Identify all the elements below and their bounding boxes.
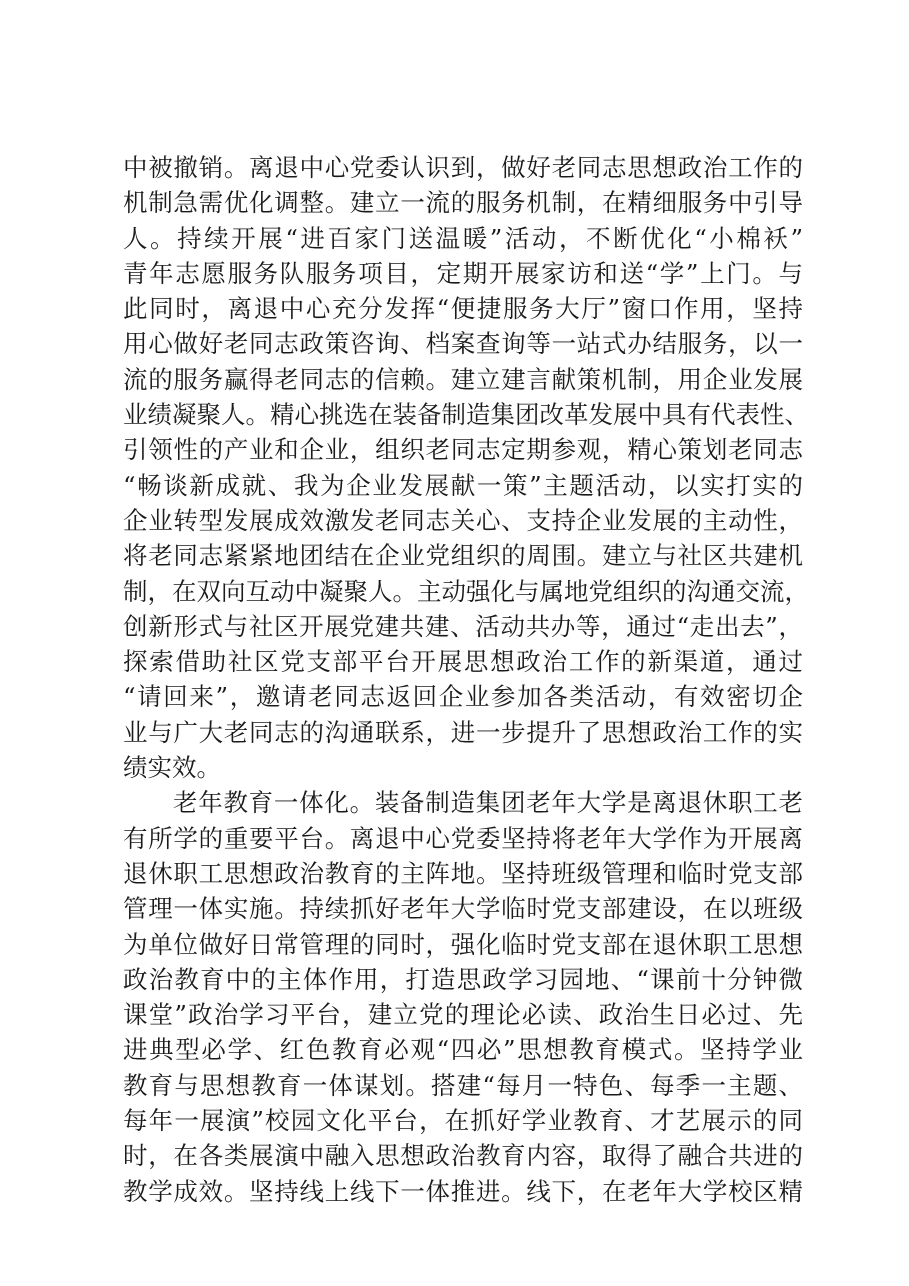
text-line: 制，在双向互动中凝聚人。主动强化与属地党组织的沟通交流， [123, 576, 809, 606]
text-line: 探索借助社区党支部平台开展思想政治工作的新渠道，通过 [123, 647, 803, 677]
text-line: 用心做好老同志政策咨询、档案查询等一站式办结服务，以一 [123, 329, 803, 359]
text-line: 管理一体实施。持续抓好老年大学临时党支部建设，在以班级 [123, 894, 803, 924]
text-line: 将老同志紧紧地团结在企业党组织的周围。建立与社区共建机 [123, 541, 803, 571]
text-line: 退休职工思想政治教育的主阵地。坚持班级管理和临时党支部 [123, 858, 803, 888]
text-line: 教育与思想教育一体谋划。搭建“每月一特色、每季一主题、 [123, 1070, 803, 1100]
text-line: 机制急需优化调整。建立一流的服务机制，在精细服务中引导 [123, 188, 803, 218]
text-line: 每年一展演”校园文化平台，在抓好学业教育、才艺展示的同 [123, 1106, 803, 1136]
text-line: 进典型必学、红色教育必观“四必”思想教育模式。坚持学业 [123, 1035, 803, 1065]
text-line: “畅谈新成就、我为企业发展献一策”主题活动，以实打实的 [123, 470, 803, 500]
text-line: 课堂”政治学习平台，建立党的理论必读、政治生日必过、先 [123, 1000, 803, 1030]
paragraph-elderly-education [123, 785, 803, 1209]
text-line: 绩实效。 [123, 753, 221, 783]
paragraph-service-mechanism [123, 150, 809, 785]
text-line: 教学成效。坚持线上线下一体推进。线下，在老年大学校区精 [123, 1176, 803, 1206]
text-line: 此同时，离退中心充分发挥“便捷服务大厅”窗口作用，坚持 [123, 294, 803, 324]
text-line: 创新形式与社区开展党建共建、活动共办等，通过“走出去”， [123, 611, 803, 641]
text-line: 为单位做好日常管理的同时，强化临时党支部在退休职工思想 [123, 929, 803, 959]
text-line: 引领性的产业和企业，组织老同志定期参观，精心策划老同志 [123, 435, 803, 465]
text-line: 有所学的重要平台。离退中心党委坚持将老年大学作为开展离 [123, 823, 803, 853]
text-line: 人。持续开展“进百家门送温暖”活动，不断优化“小棉袄” [123, 223, 803, 253]
text-line: 政治教育中的主体作用，打造思政学习园地、“课前十分钟微 [123, 964, 803, 994]
text-line: 时，在各类展演中融入思想政治教育内容，取得了融合共进的 [123, 1141, 803, 1171]
body-text [123, 150, 809, 1209]
text-line: 中被撤销。离退中心党委认识到，做好老同志思想政治工作的 [123, 153, 803, 182]
text-line: 业绩凝聚人。精心挑选在装备制造集团改革发展中具有代表性、 [123, 400, 809, 430]
text-line: 老年教育一体化。装备制造集团老年大学是离退休职工老 [173, 788, 803, 818]
text-line: 业与广大老同志的沟通联系，进一步提升了思想政治工作的实 [123, 717, 803, 747]
text-line: “请回来”，邀请老同志返回企业参加各类活动，有效密切企 [123, 682, 803, 712]
text-line: 流的服务赢得老同志的信赖。建立建言献策机制，用企业发展 [123, 364, 803, 394]
text-line: 青年志愿服务队服务项目，定期开展家访和送“学”上门。与 [123, 258, 803, 288]
text-line: 企业转型发展成效激发老同志关心、支持企业发展的主动性， [123, 505, 803, 535]
